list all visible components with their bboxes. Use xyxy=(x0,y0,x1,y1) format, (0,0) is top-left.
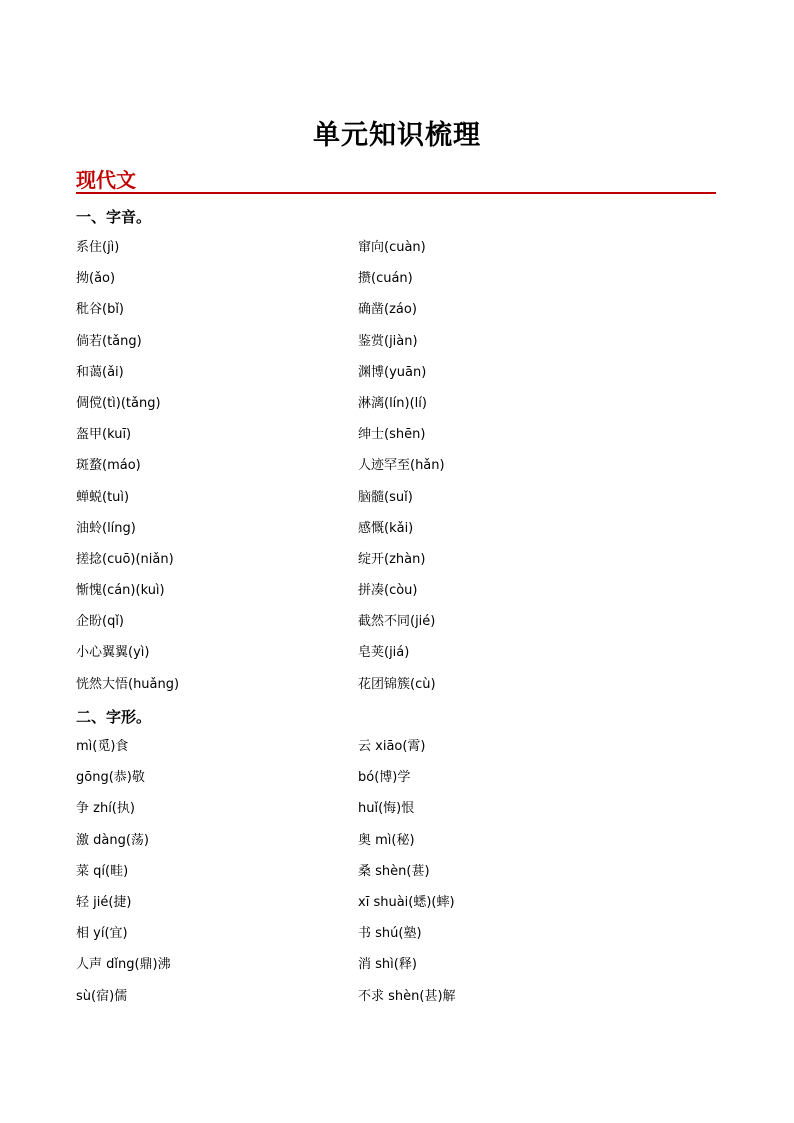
list-item: 书 shú(塾) xyxy=(358,926,422,942)
list-item: 消 shì(释) xyxy=(358,957,417,973)
list-item: 轻 jié(捷) xyxy=(76,894,132,910)
list-row xyxy=(76,956,716,987)
list-item: 倜傥(tì)(tǎng) xyxy=(76,395,161,411)
list-item: 不求 shèn(甚)解 xyxy=(358,988,456,1004)
list-item: gōng(恭)敬 xyxy=(76,770,145,786)
list-row xyxy=(76,832,716,863)
list-item: 皂荚(jiá) xyxy=(358,645,410,661)
part2-heading: 二、字形。 xyxy=(76,708,152,726)
list-item: 斑蝥(máo) xyxy=(76,458,141,474)
list-item: 脑髓(suǐ) xyxy=(358,489,413,505)
list-item: 惭愧(cán)(kuì) xyxy=(76,583,165,599)
list-item: 攒(cuán) xyxy=(358,271,413,287)
list-row xyxy=(76,988,716,1019)
list-item: mì(觅)食 xyxy=(76,739,129,754)
list-row xyxy=(76,644,716,675)
list-item: 人迹罕至(hǎn) xyxy=(358,458,445,474)
list-item: 和蔼(ǎi) xyxy=(76,364,124,380)
list-item: 小心翼翼(yì) xyxy=(76,645,150,661)
list-item: sù(宿)儒 xyxy=(76,988,128,1004)
list-item: 截然不同(jié) xyxy=(358,614,436,630)
list-item: 恍然大悟(huǎng) xyxy=(76,676,180,692)
list-row xyxy=(76,270,716,301)
list-item: 人声 dǐng(鼎)沸 xyxy=(76,957,171,973)
list-row xyxy=(76,769,716,800)
list-item: 搓捻(cuō)(niǎn) xyxy=(76,551,174,567)
list-item: bó(博)学 xyxy=(358,770,411,786)
list-row xyxy=(76,301,716,332)
list-item: 油蛉(líng) xyxy=(76,520,136,536)
list-row xyxy=(76,395,716,426)
list-item: 奥 mì(秘) xyxy=(358,832,415,848)
list-item: huǐ(悔)恨 xyxy=(358,801,415,817)
list-item: 绽开(zhàn) xyxy=(358,551,426,567)
list-item: 秕谷(bǐ) xyxy=(76,302,125,318)
list-item: 渊博(yuān) xyxy=(358,364,427,380)
list-item: 盔甲(kuī) xyxy=(76,427,132,443)
list-item: 激 dàng(荡) xyxy=(76,832,149,848)
list-row xyxy=(76,582,716,613)
part1-heading: 一、字音。 xyxy=(76,208,152,226)
list-row xyxy=(76,800,716,831)
character-form-list xyxy=(76,738,716,1019)
list-row xyxy=(76,364,716,395)
list-item: 花团锦簇(cù) xyxy=(358,676,436,692)
list-item: 争 zhí(执) xyxy=(76,801,135,817)
list-row xyxy=(76,239,716,270)
list-row xyxy=(76,333,716,364)
pronunciation-list xyxy=(76,239,716,707)
list-row xyxy=(76,894,716,925)
list-item: 拼凑(còu) xyxy=(358,583,418,599)
list-item: 感慨(kǎi) xyxy=(358,520,414,536)
list-row xyxy=(76,925,716,956)
list-row xyxy=(76,613,716,644)
list-row xyxy=(76,520,716,551)
list-item: 企盼(qǐ) xyxy=(76,614,125,630)
list-row xyxy=(76,738,716,769)
list-row xyxy=(76,457,716,488)
list-item: 菜 qí(畦) xyxy=(76,863,129,879)
list-row xyxy=(76,489,716,520)
list-item: 绅士(shēn) xyxy=(358,427,426,443)
list-item: 窜向(cuàn) xyxy=(358,240,426,255)
list-item: xī shuài(蟋)(蟀) xyxy=(358,894,455,910)
section-title: 现代文 xyxy=(76,168,136,192)
list-row xyxy=(76,863,716,894)
page-title: 单元知识梳理 xyxy=(313,120,481,151)
list-item: 系住(jì) xyxy=(76,240,120,255)
section-divider xyxy=(76,192,716,194)
list-item: 倘若(tǎng) xyxy=(76,333,142,349)
list-item: 云 xiāo(霄) xyxy=(358,739,426,754)
list-row xyxy=(76,676,716,707)
list-item: 桑 shèn(葚) xyxy=(358,863,430,879)
list-item: 蝉蜕(tuì) xyxy=(76,489,130,505)
list-row xyxy=(76,426,716,457)
list-row xyxy=(76,551,716,582)
list-item: 淋漓(lín)(lí) xyxy=(358,395,427,411)
list-item: 鉴赏(jiàn) xyxy=(358,333,418,349)
list-item: 相 yí(宜) xyxy=(76,926,128,942)
list-item: 拗(ǎo) xyxy=(76,271,116,287)
list-item: 确凿(záo) xyxy=(358,302,417,318)
